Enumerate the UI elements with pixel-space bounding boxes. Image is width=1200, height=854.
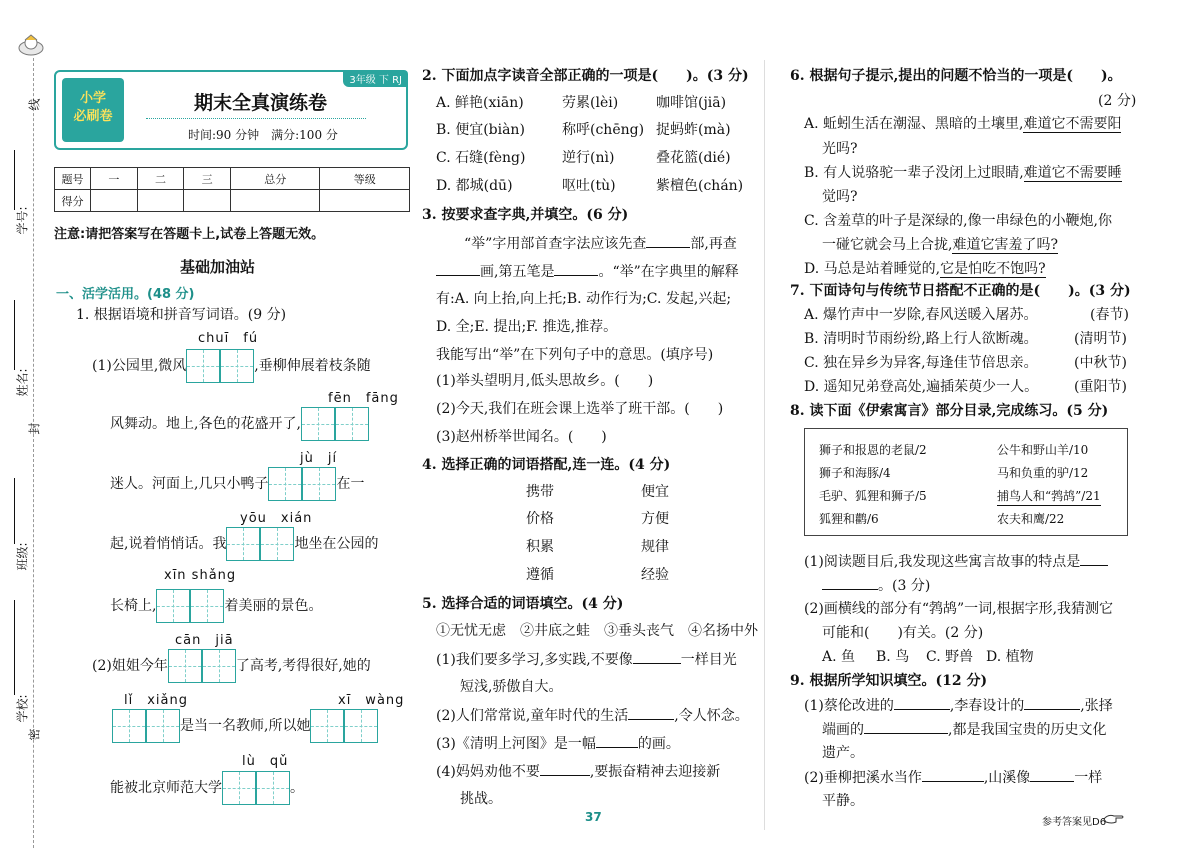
match-left-word[interactable]: 积累 — [526, 539, 554, 555]
seal-mi-label: 密 — [27, 728, 42, 741]
q5-text: 一样目光 — [680, 652, 737, 668]
q5-text: 的画。 — [637, 736, 680, 752]
score-cell[interactable] — [91, 190, 138, 212]
q7-festival: (春节) — [1090, 307, 1129, 323]
q2-option: 捉蚂蚱(mà) — [656, 122, 731, 138]
pinyin: chuī fú — [198, 331, 259, 346]
q8-text: 可能和( )有关。(2 分) — [822, 625, 984, 641]
q6-text: D. 马总是站着睡觉的, — [804, 261, 941, 277]
q5-text: 挑战。 — [460, 791, 502, 807]
q6-text: C. 含羞草的叶子是深绿的,像一串绿色的小鞭炮,你 — [804, 213, 1113, 229]
q5-text: (2)人们常常说,童年时代的生活 — [436, 708, 629, 724]
part1-title: 一、活学活用。(48 分) — [56, 287, 195, 302]
q5-text: 短浅,骄傲自大。 — [460, 679, 563, 695]
q9-text: ,山溪像 — [983, 770, 1031, 786]
q9-text: ,李春设计的 — [949, 698, 1025, 714]
q8-title: 8. 读下面《伊索寓言》部分目录,完成练习。(5 分) — [790, 403, 1109, 419]
tianzige-box[interactable] — [268, 467, 336, 501]
pinyin: lù qǔ — [242, 754, 289, 769]
q7-festival: (重阳节) — [1074, 379, 1127, 395]
q9-text: 遗产。 — [822, 745, 864, 761]
score-header-cell: 三 — [184, 168, 231, 190]
match-right-word[interactable]: 方便 — [641, 511, 669, 527]
q1-text: 是当一名教师,所以她 — [180, 718, 311, 734]
q7-option: D. 遥知兄弟登高处,遍插茱萸少一人。 — [804, 379, 1039, 395]
answer-blank[interactable] — [894, 696, 950, 710]
answer-blank[interactable] — [540, 762, 590, 776]
q1-text: 地坐在公园的 — [294, 536, 379, 552]
q1-text: 迷人。河面上,几只小鸭子 — [110, 476, 269, 492]
binding-margin — [0, 0, 52, 854]
q1-text: 风舞动。地上,各色的花盛开了, — [110, 416, 301, 432]
toc-entry: 狮子和报恩的老鼠/2 — [819, 443, 927, 457]
q6-text: 一碰它就会马上合拢, — [822, 237, 953, 253]
q5-title: 5. 选择合适的词语填空。(4 分) — [422, 596, 624, 612]
q5-text: (1)我们要多学习,多实践,不要像 — [436, 652, 633, 668]
exam-header — [54, 70, 408, 150]
match-left-word[interactable]: 遵循 — [526, 567, 554, 583]
q5-text: ,令人怀念。 — [674, 708, 749, 724]
pinyin: cān jiā — [175, 633, 234, 648]
q2-option: D. 都城(dū) — [436, 178, 513, 194]
student-id-label: 学号: — [15, 206, 30, 235]
q5-text: (3)《清明上河图》是一幅 — [436, 736, 596, 752]
answer-blank[interactable] — [554, 262, 598, 276]
q6-text: A. 蚯蚓生活在潮湿、黑暗的土壤里, — [804, 116, 1024, 132]
section-title: 基础加油站 — [180, 258, 256, 276]
q9-text: ,都是我国宝贵的历史文化 — [948, 722, 1107, 738]
q2-option: 称呼(chēng) — [562, 122, 645, 138]
q8-text: (1)阅读题目后,我发现这些寓言故事的特点是 — [804, 554, 1081, 570]
grade-tag: 3年级 下 RJ — [343, 70, 408, 87]
q7-option: B. 清明时节雨纷纷,路上行人欲断魂。 — [804, 331, 1038, 347]
answer-blank[interactable] — [1024, 696, 1080, 710]
q2-option: 劳累(lèi) — [562, 95, 619, 111]
q6-underlined: 难道它不需要阳 — [1023, 116, 1122, 132]
answer-blank[interactable] — [1080, 552, 1108, 566]
seal-line-label: 线 — [27, 98, 42, 111]
q9-text: (2)垂柳把溪水当作 — [804, 770, 922, 786]
tianzige-box[interactable] — [168, 649, 236, 683]
answer-blank[interactable] — [633, 650, 681, 664]
score-header-cell: 一 — [91, 168, 138, 190]
q3-sentence: (1)举头望明月,低头思故乡。( ) — [436, 373, 654, 389]
q5-text: ,要振奋精神去迎接新 — [589, 764, 721, 780]
q8-text: (2)画横线的部分有“鹁鸪”一词,根据字形,我猜测它 — [804, 601, 1114, 617]
toc-entry: 农夫和鹰/22 — [997, 512, 1065, 526]
q1-text: 着美丽的景色。 — [224, 598, 323, 614]
q2-option: A. 鲜艳(xiān) — [436, 95, 524, 111]
q6-score: (2 分) — [1098, 93, 1137, 109]
q3-text: 部,再查 — [690, 236, 737, 252]
pointing-hand-icon — [1102, 810, 1126, 826]
q9-text: (1)蔡伦改进的 — [804, 698, 894, 714]
q3-text: 。“举”在字典里的解释 — [598, 264, 739, 280]
score-cell[interactable] — [320, 190, 410, 212]
q3-text: “举”字用部首查字法应该先查 — [464, 236, 647, 252]
q2-title: 2. 下面加点字读音全部正确的一项是( )。(3 分) — [422, 68, 749, 84]
q1-text: ,垂柳伸展着枝条随 — [254, 358, 371, 374]
name-label: 姓名: — [15, 368, 30, 397]
q6-underlined: 难道它害羞了吗? — [952, 237, 1058, 253]
tianzige-box[interactable] — [186, 349, 254, 383]
score-header-cell: 总分 — [231, 168, 320, 190]
q7-festival: (清明节) — [1074, 331, 1127, 347]
class-label: 班级: — [15, 542, 30, 571]
q2-option: 叠花篮(dié) — [656, 150, 731, 166]
q1-text: 能被北京师范大学 — [110, 780, 222, 796]
toc-entry: 狐狸和鹳/6 — [819, 512, 879, 526]
answer-blank[interactable] — [822, 576, 878, 590]
q7-option: C. 独在异乡为异客,每逢佳节倍思亲。 — [804, 355, 1038, 371]
match-left-word[interactable]: 携带 — [526, 484, 554, 500]
q2-option: 紫檀色(chán) — [656, 178, 744, 194]
q6-underlined: 难道它不需要睡 — [1023, 165, 1122, 181]
q2-option: 呕吐(tù) — [562, 178, 616, 194]
match-right-word[interactable]: 经验 — [641, 567, 669, 583]
match-right-word[interactable]: 规律 — [641, 539, 669, 555]
answer-blank[interactable] — [864, 720, 948, 734]
score-header-cell: 等级 — [320, 168, 410, 190]
q8-option: B. 鸟 — [876, 649, 910, 665]
q2-option: 咖啡馆(jiā) — [656, 95, 727, 111]
q9-text: 端画的 — [822, 722, 864, 738]
toc-entry-underlined: 捕鸟人和“鹁鸪”/21 — [997, 487, 1101, 506]
answer-blank[interactable] — [1030, 768, 1074, 782]
q8-option: C. 野兽 — [926, 649, 974, 665]
answer-blank[interactable] — [922, 768, 984, 782]
toc-box — [804, 428, 1128, 536]
page-number: 37 — [585, 810, 602, 824]
school-label: 学校: — [15, 694, 30, 723]
notice: 注意:请把答案写在答题卡上,试卷上答题无效。 — [54, 227, 325, 242]
q1-text: 了高考,考得很好,她的 — [235, 658, 371, 674]
answer-blank[interactable] — [596, 734, 638, 748]
mascot-icon — [16, 34, 46, 56]
page-title: 期末全真演练卷 — [194, 92, 328, 114]
match-right-word[interactable]: 便宜 — [641, 484, 669, 500]
q3-sentence: (2)今天,我们在班会课上选举了班干部。( ) — [436, 401, 724, 417]
q9-text: 平静。 — [822, 793, 864, 809]
seal-feng-label: 封 — [27, 422, 42, 435]
tianzige-box[interactable] — [310, 709, 378, 743]
answer-blank[interactable] — [436, 262, 480, 276]
pinyin: xī wàng — [338, 693, 405, 708]
q6-underlined: 它是怕吃不饱吗? — [940, 261, 1046, 277]
q3-title: 3. 按要求查字典,并填空。(6 分) — [422, 207, 629, 223]
q7-festival: (中秋节) — [1074, 355, 1127, 371]
tianzige-box[interactable] — [222, 771, 290, 805]
score-cell[interactable] — [137, 190, 184, 212]
q3-text: D. 全;E. 提出;F. 推选,推荐。 — [436, 319, 618, 335]
score-cell[interactable] — [231, 190, 320, 212]
answer-reference: 参考答案见D6 — [1042, 817, 1107, 828]
q4-matching — [526, 483, 676, 593]
score-cell: 得分 — [55, 190, 91, 212]
pinyin: lǐ xiǎng — [124, 693, 188, 708]
q6-title: 6. 根据句子提示,提出的问题不恰当的一项是( )。 — [790, 68, 1122, 84]
toc-entry: 马和负重的驴/12 — [997, 466, 1089, 480]
q5-options: ①无忧无虑 ②井底之蛙 ③垂头丧气 ④名扬中外 — [436, 623, 758, 639]
tianzige-box[interactable] — [156, 589, 224, 623]
toc-entry: 狮子和海豚/4 — [819, 466, 891, 480]
q6-text: 觉吗? — [822, 189, 858, 205]
score-header-cell: 二 — [137, 168, 184, 190]
tianzige-box[interactable] — [112, 709, 180, 743]
score-header-cell: 题号 — [55, 168, 91, 190]
answer-blank[interactable] — [646, 234, 690, 248]
q8-option: D. 植物 — [986, 649, 1034, 665]
pinyin: xīn shǎng — [164, 568, 237, 583]
score-table — [54, 167, 410, 212]
q5-text: (4)妈妈劝他不要 — [436, 764, 540, 780]
q7-option: A. 爆竹声中一岁除,春风送暖入屠苏。 — [804, 307, 1038, 323]
q3-text: 画,第五笔是 — [480, 264, 555, 280]
q8-option: A. 鱼 — [822, 649, 856, 665]
q2-option: 逆行(nì) — [562, 150, 615, 166]
toc-entry: 毛驴、狐狸和狮子/5 — [819, 489, 927, 503]
q1-text: 在一 — [336, 476, 365, 492]
pinyin: fēn fāng — [328, 391, 399, 406]
answer-blank[interactable] — [628, 706, 674, 720]
q2-option: C. 石缝(fèng) — [436, 150, 526, 166]
q1-title: 1. 根据语境和拼音写词语。(9 分) — [76, 307, 287, 323]
brand-badge: 小学 必刷卷 — [62, 78, 124, 142]
toc-entry: 公牛和野山羊/10 — [997, 443, 1089, 457]
q1-text: 起,说着悄悄话。我 — [110, 536, 227, 552]
q2-option: B. 便宜(biàn) — [436, 122, 525, 138]
pinyin: yōu xián — [240, 511, 313, 526]
q1-text: 长椅上, — [110, 598, 157, 614]
q9-text: 一样 — [1074, 770, 1103, 786]
q8-text: 。(3 分) — [878, 578, 931, 594]
exam-meta: 时间:90 分钟 满分:100 分 — [188, 128, 338, 142]
q3-text: 有:A. 向上抬,向上托;B. 动作行为;C. 发起,兴起; — [436, 291, 732, 307]
q4-title: 4. 选择正确的词语搭配,连一连。(4 分) — [422, 457, 671, 473]
q9-title: 9. 根据所学知识填空。(12 分) — [790, 673, 988, 689]
q3-sentence: (3)赵州桥举世闻名。( ) — [436, 429, 607, 445]
score-cell[interactable] — [184, 190, 231, 212]
tianzige-box[interactable] — [226, 527, 294, 561]
q1-text: (2)姐姐今年 — [92, 658, 168, 674]
q6-text: 光吗? — [822, 141, 858, 157]
q7-title: 7. 下面诗句与传统节日搭配不正确的是( )。(3 分) — [790, 283, 1131, 299]
q1-text: (1)公园里,微风 — [92, 358, 187, 374]
q6-text: B. 有人说骆驼一辈子没闭上过眼睛, — [804, 165, 1024, 181]
match-left-word[interactable]: 价格 — [526, 511, 554, 527]
pinyin: jù jí — [300, 451, 338, 466]
q9-text: ,张择 — [1080, 698, 1113, 714]
tianzige-box[interactable] — [301, 407, 369, 441]
q1-text: 。 — [290, 780, 304, 796]
q3-text: 我能写出“举”在下列句子中的意思。(填序号) — [436, 347, 714, 363]
